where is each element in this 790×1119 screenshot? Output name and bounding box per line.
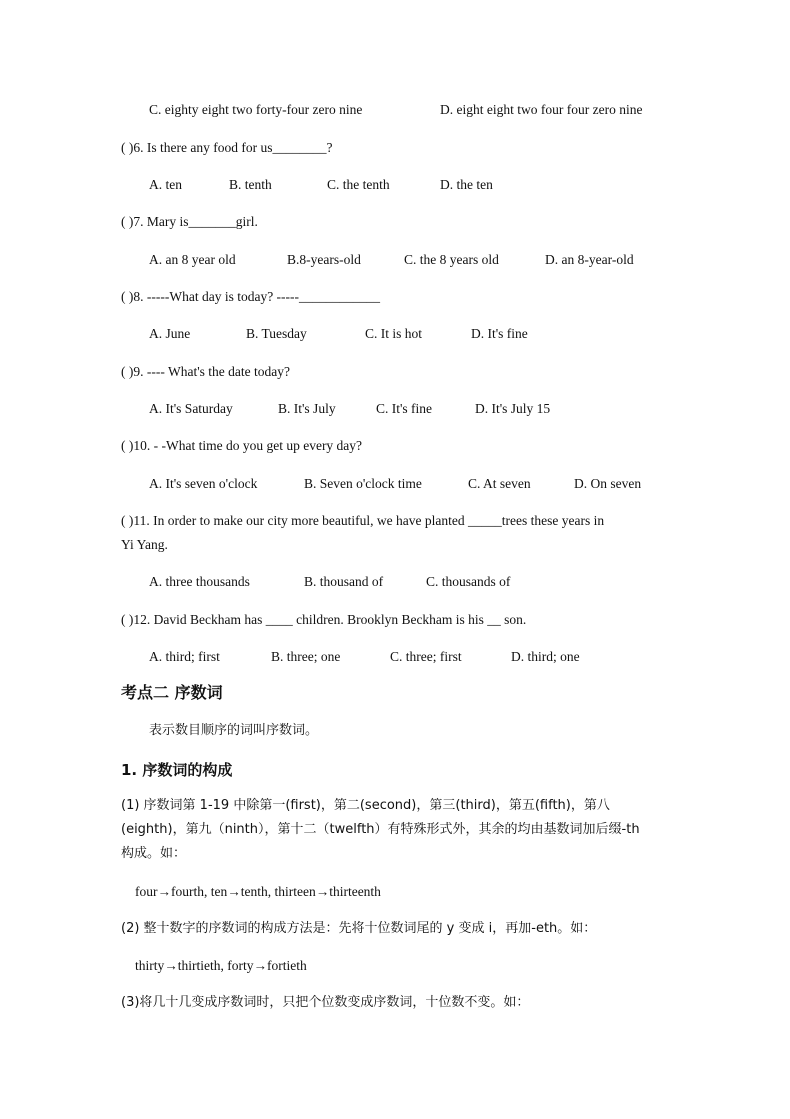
q11-option-c: C. thousands of: [426, 574, 511, 589]
q7-option-b: B.8-years-old: [287, 252, 361, 267]
q9-option-d: D. It's July 15: [475, 401, 551, 416]
q9-stem: ( )9. ---- What's the date today?: [121, 364, 290, 379]
q10-option-c: C. At seven: [468, 476, 531, 491]
q10-option-b: B. Seven o'clock time: [304, 476, 422, 491]
q12-stem: ( )12. David Beckham has ____ children. Brooklyn Beckham is his __ son.: [121, 612, 527, 627]
q9-option-a: A. It's Saturday: [149, 401, 233, 416]
q6-option-a: A. ten: [149, 177, 182, 192]
example1: four→fourth, ten→tenth, thirteen→thirteenth: [135, 884, 381, 899]
q5-option-c: C. eighty eight two forty-four zero nine: [149, 102, 363, 117]
q10-option-a: A. It's seven o'clock: [149, 476, 258, 491]
q8-option-d: D. It's fine: [471, 326, 528, 341]
q6-option-c: C. the tenth: [327, 177, 390, 192]
q12-option-c: C. three; first: [390, 649, 462, 664]
q6-option-b: B. tenth: [229, 177, 272, 192]
q7-stem: ( )7. Mary is_______girl.: [121, 214, 258, 229]
q11-option-b: B. thousand of: [304, 574, 384, 589]
q7-option-c: C. the 8 years old: [404, 252, 499, 267]
q10-option-d: D. On seven: [574, 476, 642, 491]
rule1-line1: (1) 序数词第 1-19 中除第一(first)，第二(second)，第三(third)，第五(fifth)，第八: [121, 798, 610, 813]
q8-option-a: A. June: [149, 326, 191, 341]
rule1-line2: (eighth)，第九（ninth），第十二（twelfth）有特殊形式外，其余的均由基数词加后缀-th: [121, 822, 640, 837]
example2: thirty→thirtieth, forty→fortieth: [135, 958, 307, 973]
q5-option-d: D. eight eight two four four zero nine: [440, 102, 643, 117]
section-heading: 考点二 序数词: [121, 683, 223, 702]
q7-option-a: A. an 8 year old: [149, 252, 236, 267]
q6-option-d: D. the ten: [440, 177, 493, 192]
q7-option-d: D. an 8-year-old: [545, 252, 634, 267]
q11-stem-line1: ( )11. In order to make our city more beautiful, we have planted _____trees these years in: [121, 513, 605, 528]
q12-option-b: B. three; one: [271, 649, 341, 664]
rule3: (3)将几十几变成序数词时，只把个位数变成序数词，十位数不变。如：: [121, 995, 530, 1010]
q10-stem: ( )10. - -What time do you get up every day?: [121, 438, 363, 453]
q12-option-d: D. third; one: [511, 649, 580, 664]
q11-stem-line2: Yi Yang.: [121, 537, 168, 552]
q9-option-b: B. It's July: [278, 401, 336, 416]
q9-option-c: C. It's fine: [376, 401, 433, 416]
rule1-line3: 构成。如：: [121, 846, 187, 861]
q11-option-a: A. three thousands: [149, 574, 250, 589]
q12-option-a: A. third; first: [149, 649, 220, 664]
section-intro: 表示数目顺序的词叫序数词。: [149, 723, 319, 738]
subsection-heading: 1. 序数词的构成: [121, 761, 233, 779]
q8-option-c: C. It is hot: [365, 326, 423, 341]
q8-option-b: B. Tuesday: [246, 326, 307, 341]
q8-stem: ( )8. -----What day is today? -----____________: [121, 289, 381, 304]
rule2: (2) 整十数字的序数词的构成方法是：先将十位数词尾的 y 变成 i，再加-eth。如：: [121, 921, 597, 936]
q6-stem: ( )6. Is there any food for us________?: [121, 140, 333, 155]
